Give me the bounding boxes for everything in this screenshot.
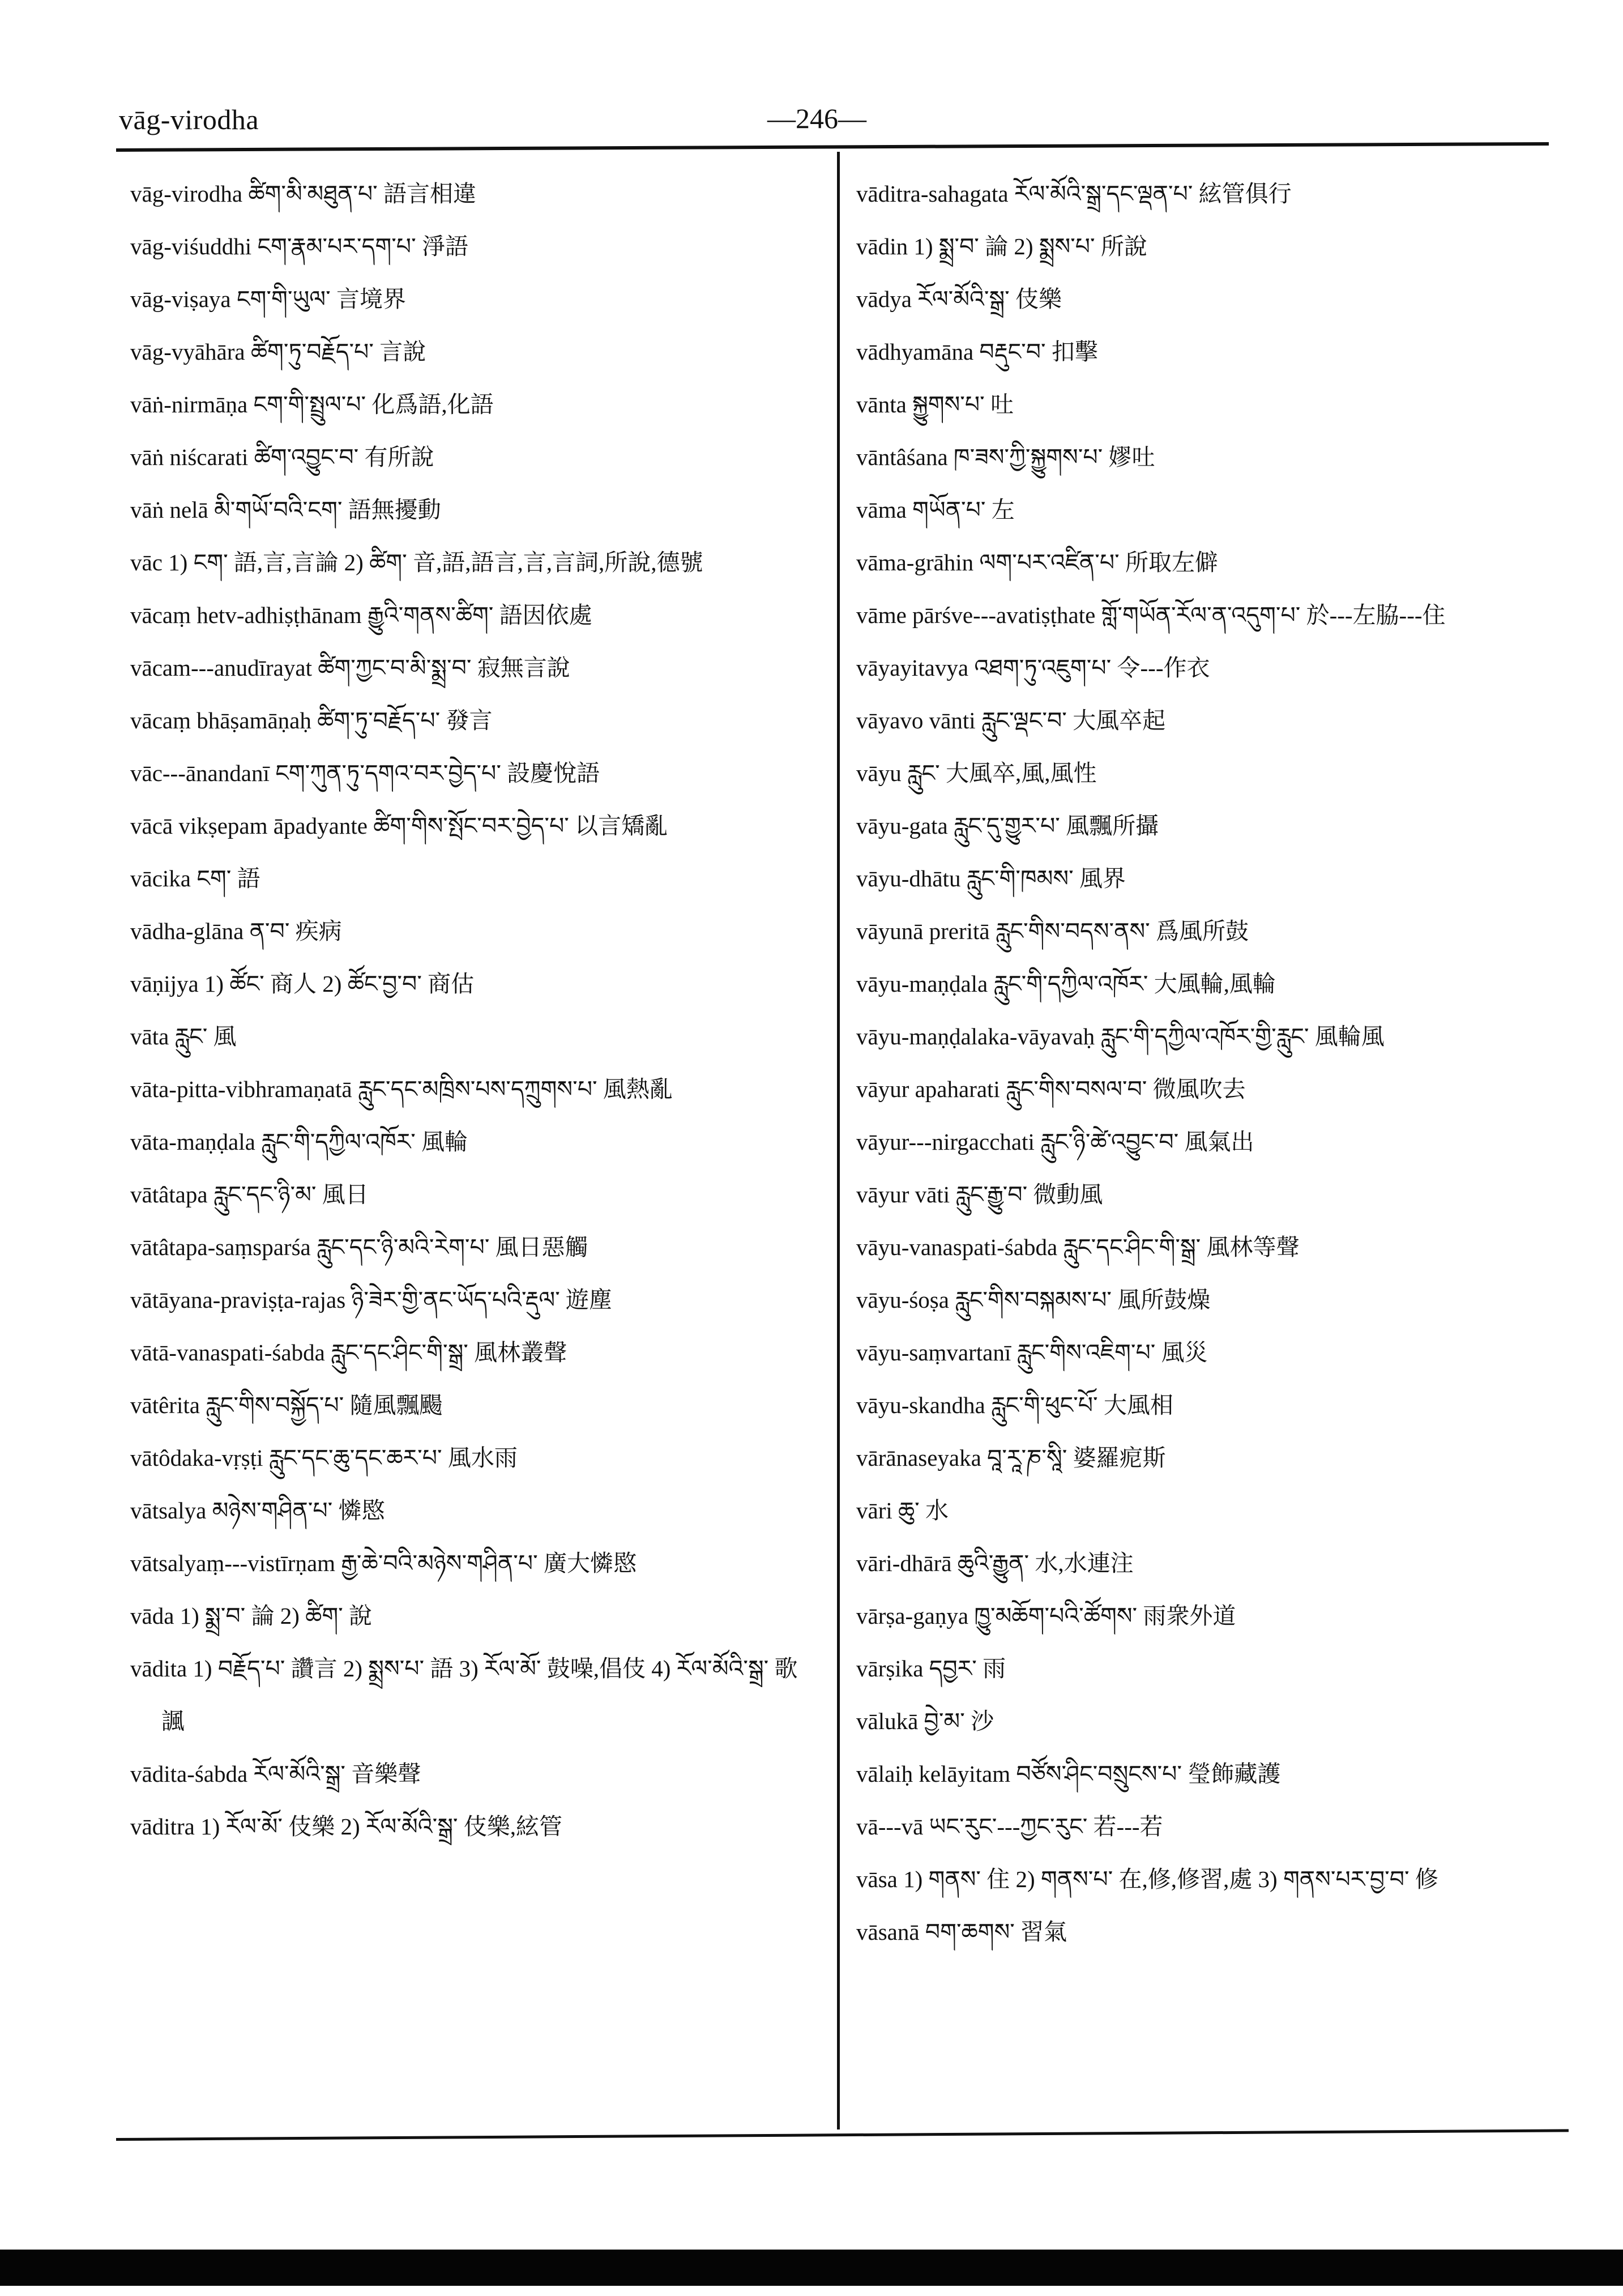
dictionary-entry: vācaṃ bhāṣamāṇaḥ ཚིག་ཏུ་བརྗོད་པ་ 發言 xyxy=(130,707,493,733)
dictionary-entry: vātôdaka-vṛṣṭi རླུང་དང་ཆུ་དང་ཆར་པ་ 風水雨 xyxy=(130,1445,518,1471)
dictionary-entry: vāc 1) ངག་ 語,言,言論 2) ཚིག་ 音,語,語言,言,言詞,所說,德號 xyxy=(130,549,703,575)
bottom-rule xyxy=(116,2129,1569,2141)
dictionary-entry: vāc---ānandanī ངག་ཀུན་ཏུ་དགའ་བར་བྱེད་པ་ 設慶悅語 xyxy=(130,760,600,786)
dictionary-entry: vāri-dhārā ཆུའི་རྒྱུན་ 水,水連注 xyxy=(856,1550,1134,1576)
dictionary-entry: vāg-vyāhāra ཚིག་ཏུ་བརྗོད་པ་ 言說 xyxy=(130,339,426,365)
dictionary-entry: vādita-śabda རོལ་མོའི་སྒྲ་ 音樂聲 xyxy=(130,1761,421,1787)
scan-border xyxy=(0,2250,1623,2286)
dictionary-entry: vācika ངག་ 語 xyxy=(130,865,260,891)
dictionary-entry: vāg-viṣaya ངག་གི་ཡུལ་ 言境界 xyxy=(130,286,406,312)
dictionary-entry: vārṣa-gaṇya ཁྱུ་མཆོག་པའི་ཚོགས་ 雨衆外道 xyxy=(856,1603,1236,1629)
dictionary-entry: vāma གཡོན་པ་ 左 xyxy=(856,497,1015,523)
dictionary-entry: vāṅ-nirmāṇa ངག་གི་སྤྲུལ་པ་ 化爲語,化語 xyxy=(130,391,494,417)
dictionary-entry: vādhyamāna བརྡུང་བ་ 扣擊 xyxy=(856,339,1098,365)
dictionary-entry: vāntâśana ཁ་ཟས་ཀྱི་སྐྱུགས་པ་ 嫪吐 xyxy=(856,444,1155,470)
dictionary-entry: vārṣika དབྱར་ 雨 xyxy=(856,1655,1006,1682)
dictionary-entry: vānta སྐྱུགས་པ་ 吐 xyxy=(856,391,1014,417)
dictionary-entry: vācaṃ hetv-adhiṣṭhānam རྒྱུའི་གནས་ཚིག་ 語因依處 xyxy=(130,602,592,628)
dictionary-entry: vāg-virodha ཚིག་མི་མཐུན་པ་ 語言相違 xyxy=(130,181,477,207)
dictionary-entry: vāri ཆུ་ 水 xyxy=(856,1497,949,1523)
left-column xyxy=(130,168,804,1853)
dictionary-entry: vāyu-maṇḍalaka-vāyavaḥ རླུང་གི་དཀྱིལ་འཁོར་གྱི་རླུང་ 風輪風 xyxy=(856,1023,1385,1049)
page-number: —246— xyxy=(767,103,866,134)
dictionary-entry: vātāyana-praviṣṭa-rajas ཉི་ཟེར་གྱི་ནང་ཡོད་པའི་རྡུལ་ 遊塵 xyxy=(130,1287,613,1313)
dictionary-entry: vādin 1) སྨྲ་བ་ 論 2) སྨྲས་པ་ 所說 xyxy=(856,233,1147,259)
dictionary-entry: vātâtapa རླུང་དང་ཉི་མ་ 風日 xyxy=(130,1181,369,1207)
dictionary-entry: vāta-maṇḍala རླུང་གི་དཀྱིལ་འཁོར་ 風輪 xyxy=(130,1129,468,1155)
running-head: vāg-virodha xyxy=(119,104,259,135)
dictionary-entry: vālukā བྱེ་མ་ 沙 xyxy=(856,1708,994,1734)
dictionary-entry: vāṅ niścarati ཚིག་འབྱུང་བ་ 有所說 xyxy=(130,444,434,470)
column-divider xyxy=(837,152,840,2129)
dictionary-entry: vā---vā ཡང་རུང་---ཀྱང་རུང་ 若---若 xyxy=(856,1813,1163,1840)
dictionary-entry: vāyu-skandha རླུང་གི་ཕུང་པོ་ 大風相 xyxy=(856,1392,1173,1418)
right-column xyxy=(856,168,1530,1958)
top-rule xyxy=(116,142,1549,152)
dictionary-entry: vātsalya མཉེས་གཤིན་པ་ 憐愍 xyxy=(130,1497,385,1523)
dictionary-entry: vāyu-maṇḍala རླུང་གི་དཀྱིལ་འཁོར་ 大風輪,風輪 xyxy=(856,971,1276,997)
dictionary-entry: vāta རླུང་ 風 xyxy=(130,1023,237,1049)
dictionary-entry: vāyu-śoṣa རླུང་གིས་བསྐམས་པ་ 風所鼓燥 xyxy=(856,1287,1211,1313)
dictionary-entry: vāsanā བག་ཆགས་ 習氣 xyxy=(856,1919,1067,1945)
dictionary-entry: vāditra-sahagata རོལ་མོའི་སྒྲ་དང་ལྡན་པ་ 絃管俱行 xyxy=(856,181,1292,207)
dictionary-entry: vāsa 1) གནས་ 住 2) གནས་པ་ 在,修,修習,處 3) གནས་པར་བྱ་བ་ 修 xyxy=(856,1866,1438,1892)
dictionary-entry: vāṇijya 1) ཚོང་ 商人 2) ཚོང་བྱ་བ་ 商估 xyxy=(130,971,475,997)
dictionary-entry: vāṅ nelā མི་གཡོ་བའི་ངག་ 語無擾動 xyxy=(130,497,441,523)
dictionary-entry: vādita 1) བརྗོད་པ་ 讚言 2) སྨྲས་པ་ 語 3) རོལ་མོ་ 鼓噪,倡伎 4) རོལ་མོའི་སྒྲ་ 歌諷 xyxy=(130,1655,798,1734)
dictionary-entry: vātā-vanaspati-śabda རླུང་དང་ཤིང་གི་སྒྲ་ 風林叢聲 xyxy=(130,1339,567,1365)
dictionary-entry: vāyayitavya འཐག་ཏུ་འཇུག་པ་ 令---作衣 xyxy=(856,655,1210,681)
dictionary-entry: vārānaseyaka བཱ་རཱ་ཎ་སཱི་ 婆羅痆斯 xyxy=(856,1445,1166,1471)
dictionary-entry: vāyur vāti རླུང་རྒྱུ་བ་ 微動風 xyxy=(856,1181,1103,1207)
dictionary-entry: vāma-grāhin ལག་པར་འཛིན་པ་ 所取左僻 xyxy=(856,549,1218,575)
dictionary-entry: vācā vikṣepam āpadyante ཚིག་གིས་སྤོང་བར་བྱེད་པ་ 以言矯亂 xyxy=(130,813,668,839)
dictionary-entry: vāyavo vānti རླུང་ལྡང་བ་ 大風卒起 xyxy=(856,707,1166,733)
dictionary-entry: vātsalyaṃ---vistīrṇam རྒྱ་ཆེ་བའི་མཉེས་གཤིན་པ་ 廣大憐愍 xyxy=(130,1550,637,1576)
dictionary-entry: vāta-pitta-vibhramaṇatā རླུང་དང་མཁྲིས་པས་དཀྲུགས་པ་ 風熱亂 xyxy=(130,1076,673,1102)
dictionary-entry: vāyur apaharati རླུང་གིས་བསལ་བ་ 微風吹去 xyxy=(856,1076,1246,1102)
dictionary-entry: vāyu-vanaspati-śabda རླུང་དང་ཤིང་གི་སྒྲ་ 風林等聲 xyxy=(856,1234,1300,1260)
dictionary-entry: vāyu-dhātu རླུང་གི་ཁམས་ 風界 xyxy=(856,865,1126,891)
dictionary-entry: vādya རོལ་མོའི་སྒྲ་ 伎樂 xyxy=(856,286,1062,312)
dictionary-entry: vāg-viśuddhi ངག་རྣམ་པར་དག་པ་ 淨語 xyxy=(130,233,468,259)
dictionary-entry: vāme pārśve---avatiṣṭhate གློ་གཡོན་རོལ་ན་འདུག་པ་ 於---左脇---住 xyxy=(856,602,1446,628)
dictionary-entry: vātêrita རླུང་གིས་བསྐྱོད་པ་ 隨風飄颺 xyxy=(130,1392,443,1418)
dictionary-entry: vāyu རླུང་ 大風卒,風,風性 xyxy=(856,760,1097,786)
dictionary-entry: vāditra 1) རོལ་མོ་ 伎樂 2) རོལ་མོའི་སྒྲ་ 伎樂,絃管 xyxy=(130,1813,562,1840)
dictionary-entry: vādha-glāna ན་བ་ 疾病 xyxy=(130,918,342,944)
dictionary-entry: vātâtapa-saṃsparśa རླུང་དང་ཉི་མའི་རེག་པ་ 風日惡觸 xyxy=(130,1234,588,1260)
dictionary-entry: vāyur---nirgacchati རླུང་ཉི་ཚེ་འབྱུང་བ་ 風氣出 xyxy=(856,1129,1254,1155)
dictionary-entry: vāda 1) སྨྲ་བ་ 論 2) ཚིག་ 說 xyxy=(130,1603,373,1629)
dictionary-entry: vācam---anudīrayat ཚིག་ཀྱང་བ་མི་སྨྲ་བ་ 寂無言說 xyxy=(130,655,570,681)
dictionary-entry: vāyu-gata རླུང་དུ་གྱུར་པ་ 風飄所攝 xyxy=(856,813,1159,839)
dictionary-entry: vālaiḥ kelāyitam བཙོས་ཤིང་བསྲུངས་པ་ 瑩飾藏護 xyxy=(856,1761,1281,1787)
dictionary-entry: vāyu-saṃvartanī རླུང་གིས་འཇིག་པ་ 風災 xyxy=(856,1339,1208,1365)
dictionary-entry: vāyunā preritā རླུང་གིས་བདས་ནས་ 爲風所鼓 xyxy=(856,918,1249,944)
